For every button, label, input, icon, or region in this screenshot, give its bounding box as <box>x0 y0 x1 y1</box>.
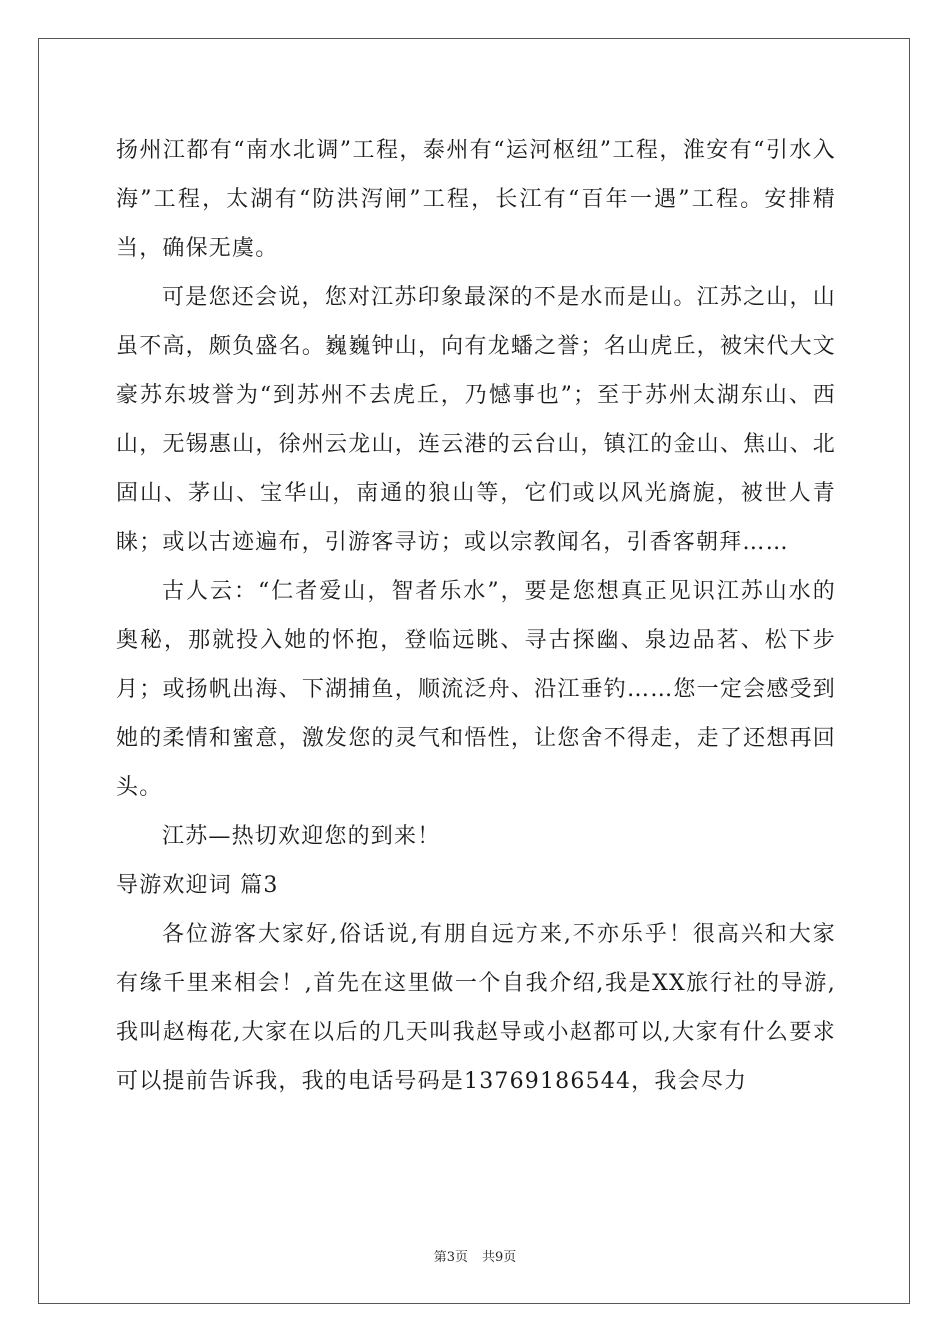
document-body <box>116 126 836 1106</box>
page-footer <box>0 1246 950 1265</box>
paragraph-guide-intro: 各位游客大家好,俗话说,有朋自远方来,不亦乐乎！很高兴和大家有缘千里来相会！,首先在这里做一个自我介绍,我是XX旅行社的导游,我叫赵梅花,大家在以后的几天叫我赵导或小赵都可以,大家有什么要求可以提前告诉我，我的电话号码是13769186544，我会尽力 <box>116 922 836 1094</box>
paragraph-welcome: 江苏—热切欢迎您的到来！ <box>162 824 441 849</box>
page-number: 第3页 <box>433 1250 468 1265</box>
section-heading: 导游欢迎词 篇3 <box>116 873 279 898</box>
page-total: 共9页 <box>482 1250 517 1265</box>
paragraph-continuation: 扬州江都有“南水北调”工程，泰州有“运河枢纽”工程，淮安有“引水入海”工程，太湖有“防洪泻闸”工程，长江有“百年一遇”工程。安排精当，确保无虞。 <box>116 138 836 261</box>
paragraph-mountains: 可是您还会说，您对江苏印象最深的不是水而是山。江苏之山，山虽不高，颇负盛名。巍巍钟山，向有龙蟠之誉；名山虎丘，被宋代大文豪苏东坡誉为“到苏州不去虎丘，乃憾事也”；至于苏州太湖东山、西山，无锡惠山，徐州云龙山，连云港的云台山，镇江的金山、焦山、北固山、茅山、宝华山，南通的狼山等，它们或以风光旖旎，被世人青睐；或以古迹遍布，引游客寻访；或以宗教闻名，引香客朝拜…… <box>116 285 836 555</box>
paragraph-ancients-said: 古人云：“仁者爱山，智者乐水”，要是您想真正见识江苏山水的奥秘，那就投入她的怀抱，登临远眺、寻古探幽、泉边品茗、松下步月；或扬帆出海、下湖捕鱼，顺流泛舟、沿江垂钓……您一定会感受到她的柔情和蜜意，激发您的灵气和悟性，让您舍不得走，走了还想再回头。 <box>116 579 836 800</box>
